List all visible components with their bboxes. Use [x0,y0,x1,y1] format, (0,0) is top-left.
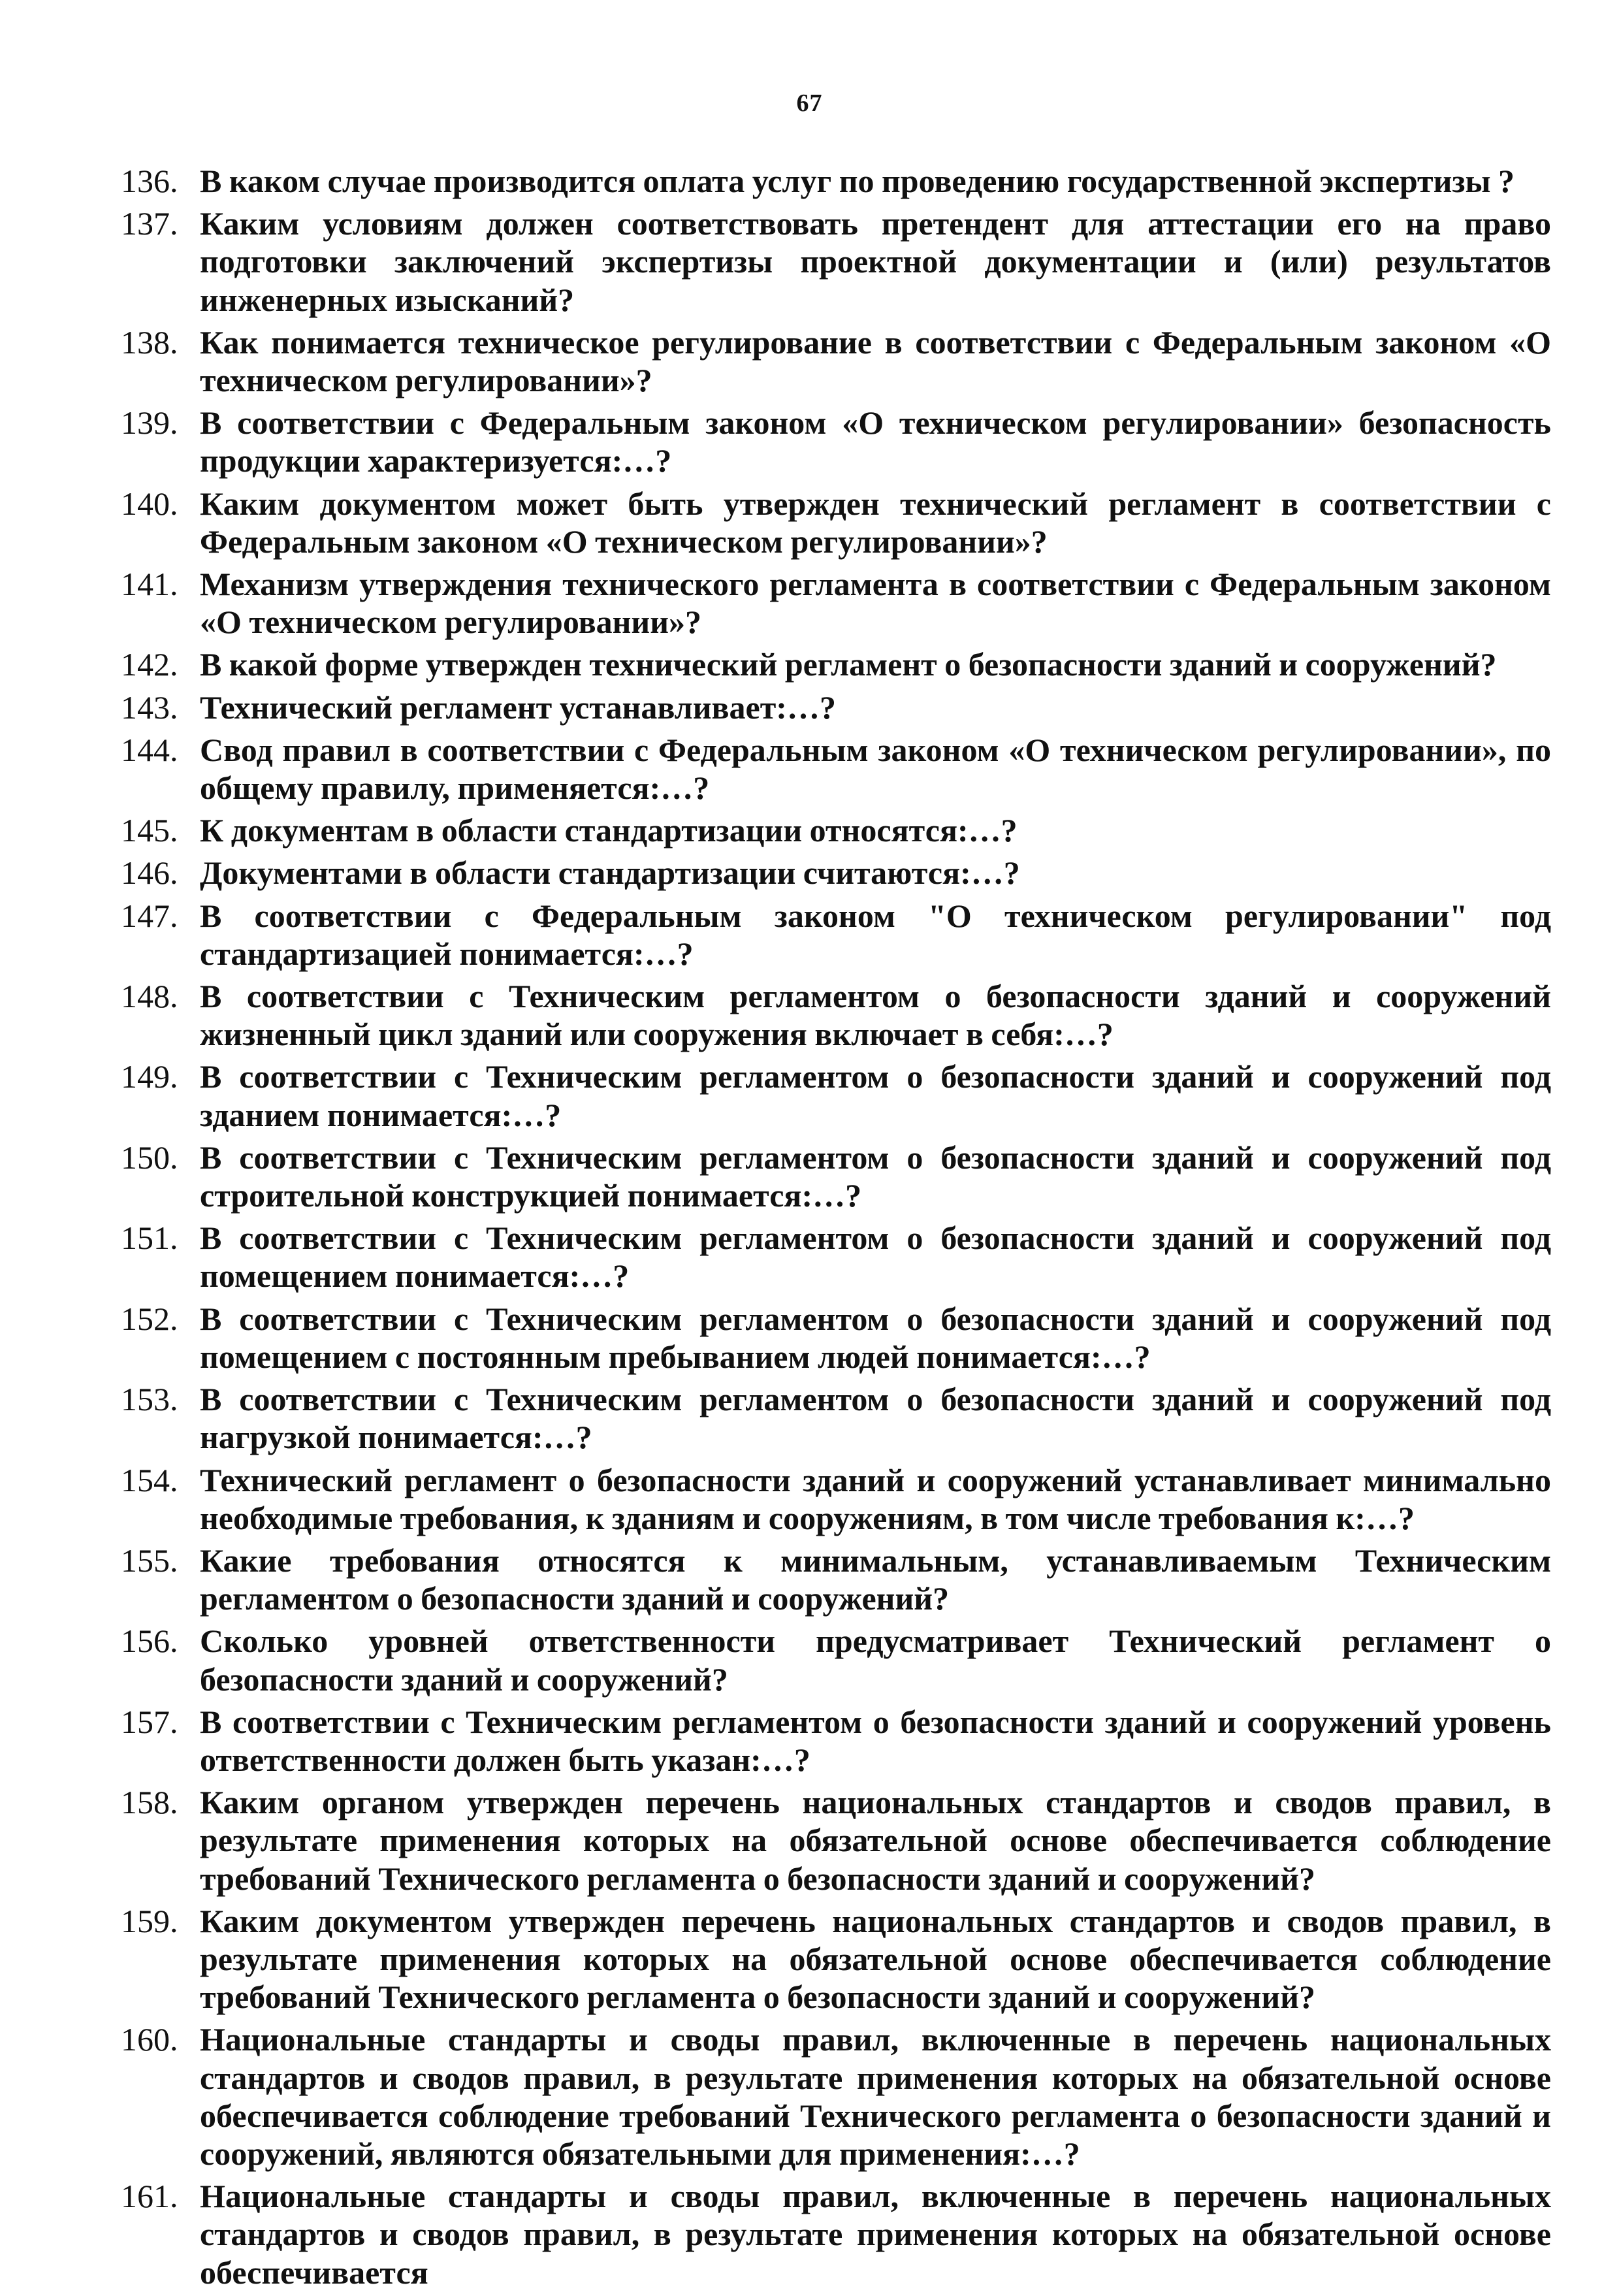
question-number: 161. [121,2178,178,2215]
question-text: Каким условиям должен соответствовать претендент для аттестации его на право подготовки заключений экспертизы проектной документации и (или) результатов инженерных изысканий? [200,205,1551,318]
question-number: 138. [121,323,178,361]
question-text: В соответствии с Техническим регламентом о безопасности зданий и сооружений под помещением понимается:…? [200,1220,1551,1295]
question-item [121,404,1551,479]
question-item [121,162,1551,200]
question-text: В соответствии с Техническим регламентом о безопасности зданий и сооружений под помещением с постоянным пребыванием людей понимается:…? [200,1300,1551,1375]
question-text: Технический регламент о безопасности зданий и сооружений устанавливает минимально необходимые требования, к зданиям и сооружениям, в том числе требования к:…? [200,1461,1551,1536]
question-text: Каким документом утвержден перечень национальных стандартов и сводов правил, в результате применения которых на обязательной основе обеспечивается соблюдение требований Технического регламента о безопасности зданий и сооружений? [200,1902,1551,2016]
question-item [121,1902,1551,2016]
question-text: Национальные стандарты и своды правил, включенные в перечень национальных стандартов и сводов правил, в результате применения которых на обязательной основе обеспечивается соблюдение требований Технического регламента о безопасности зданий и сооружений, являются обязательными для применения:…? [200,2021,1551,2172]
question-text: В соответствии с Техническим регламентом о безопасности зданий и сооружений уровень ответственности должен быть указан:…? [200,1703,1551,1778]
question-text: Национальные стандарты и своды правил, включенные в перечень национальных стандартов и сводов правил, в результате применения которых на обязательной основе обеспечивается [200,2178,1551,2291]
question-text: В каком случае производится оплата услуг по проведению государственной экспертизы ? [200,163,1515,199]
question-item [121,1622,1551,1698]
question-number: 155. [121,1542,178,1579]
question-item [121,1783,1551,1898]
question-text: К документам в области стандартизации относятся:…? [200,812,1018,849]
question-item [121,2020,1551,2173]
question-number: 137. [121,205,178,242]
question-number: 147. [121,897,178,934]
question-item [121,1542,1551,1617]
question-number: 160. [121,2021,178,2058]
question-item [121,204,1551,319]
question-number: 142. [121,646,178,683]
question-item [121,854,1551,892]
question-number: 151. [121,1220,178,1257]
page-number: 67 [796,89,823,117]
question-item [121,1380,1551,1456]
question-text: В соответствии с Техническим регламентом о безопасности зданий и сооружений жизненный цикл зданий или сооружения включает в себя:…? [200,978,1551,1053]
question-item [121,897,1551,973]
question-item [121,1300,1551,1376]
question-number: 140. [121,485,178,522]
question-number: 159. [121,1902,178,1939]
question-number: 146. [121,854,178,892]
question-text: В соответствии с Техническим регламентом о безопасности зданий и сооружений под нагрузкой понимается:…? [200,1381,1551,1456]
question-text: Механизм утверждения технического регламента в соответствии с Федеральным законом «О техническом регулировании»? [200,566,1551,641]
question-text: Документами в области стандартизации считаются:…? [200,854,1020,892]
question-number: 149. [121,1058,178,1095]
question-item [121,565,1551,641]
question-text: Технический регламент устанавливает:…? [200,688,836,726]
question-item [121,1703,1551,1779]
question-number: 144. [121,731,178,768]
question-number: 136. [121,163,178,199]
question-number: 145. [121,812,178,849]
question-text: Свод правил в соответствии с Федеральным законом «О техническом регулировании», по общему правилу, применяется:…? [200,731,1551,807]
question-text: Как понимается техническое регулирование в соответствии с Федеральным законом «О техническом регулировании»? [200,323,1551,399]
question-text: В какой форме утвержден технический регламент о безопасности зданий и сооружений? [200,646,1497,683]
question-text: Какие требования относятся к минимальным, устанавливаемым Техническим регламентом о безопасности зданий и сооружений? [200,1542,1551,1617]
question-number: 158. [121,1784,178,1821]
question-text: Каким органом утвержден перечень национальных стандартов и сводов правил, в результате применения которых на обязательной основе обеспечивается соблюдение требований Технического регламента о безопасности зданий и сооружений? [200,1784,1551,1897]
question-number: 156. [121,1623,178,1660]
question-text: В соответствии с Техническим регламентом о безопасности зданий и сооружений под строительной конструкцией понимается:…? [200,1139,1551,1214]
question-number: 154. [121,1461,178,1498]
question-text: В соответствии с Федеральным законом «О техническом регулировании» безопасность продукции характеризуется:…? [200,404,1551,479]
question-number: 153. [121,1381,178,1418]
question-item [121,1058,1551,1133]
question-number: 141. [121,566,178,603]
question-number: 150. [121,1139,178,1176]
question-number: 139. [121,404,178,442]
question-list [121,162,1551,2296]
question-item [121,1139,1551,1214]
question-text: В соответствии с Техническим регламентом о безопасности зданий и сооружений под зданием понимается:…? [200,1058,1551,1133]
question-item [121,811,1551,849]
question-number: 148. [121,978,178,1015]
question-number: 152. [121,1300,178,1337]
question-text: Каким документом может быть утвержден технический регламент в соответствии с Федеральным законом «О техническом регулировании»? [200,485,1551,560]
question-number: 143. [121,688,178,726]
question-item [121,731,1551,807]
question-item [121,977,1551,1053]
question-item [121,1219,1551,1295]
question-text: Сколько уровней ответственности предусматривает Технический регламент о безопасности зданий и сооружений? [200,1623,1551,1698]
question-item [121,645,1551,683]
question-number: 157. [121,1703,178,1740]
question-item [121,485,1551,560]
question-item [121,323,1551,399]
question-item [121,2177,1551,2291]
question-item [121,688,1551,726]
question-text: В соответствии с Федеральным законом "О техническом регулировании" под стандартизацией понимается:…? [200,897,1551,972]
question-item [121,1461,1551,1537]
